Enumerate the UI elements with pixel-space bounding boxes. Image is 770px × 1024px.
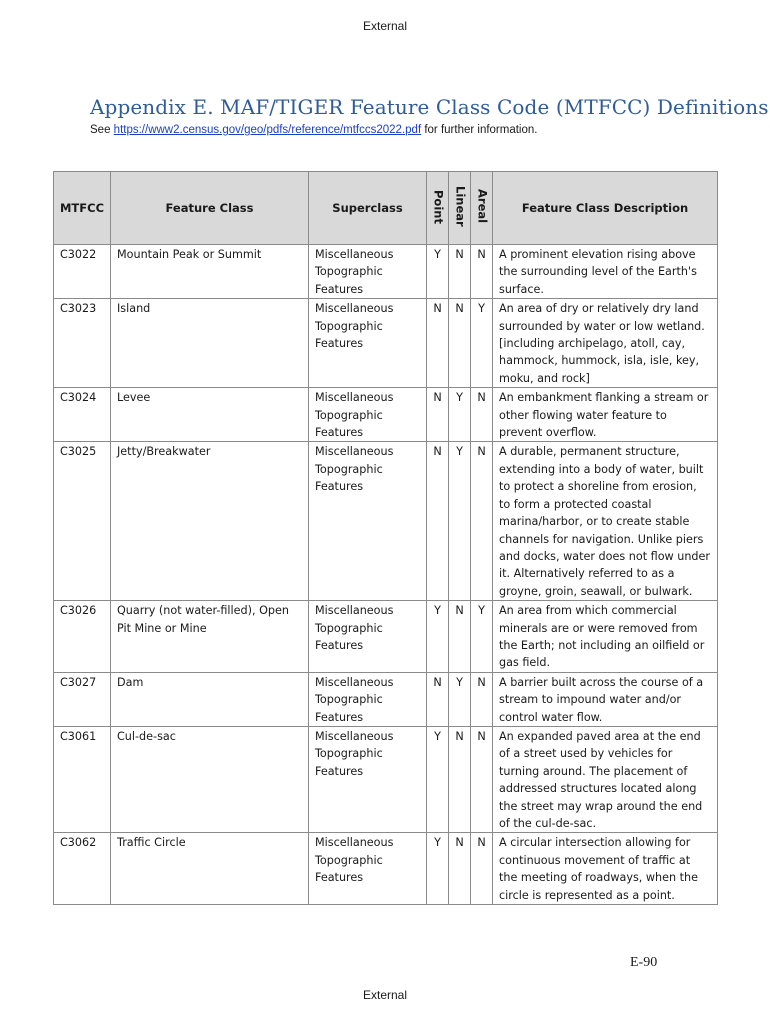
intro-text: [90, 124, 537, 136]
cell-code: C3023: [54, 299, 111, 388]
cell-description: A circular intersection allowing for continuous movement of traffic at the meeting of roadways, when the circle is represented as a point.: [493, 833, 718, 905]
cell-description: An embankment flanking a stream or other flowing water feature to prevent overflow.: [493, 388, 718, 442]
cell-linear: N: [449, 245, 471, 299]
table-row: [54, 388, 718, 442]
table-row: [54, 833, 718, 905]
cell-areal: N: [471, 388, 493, 442]
cell-point: Y: [427, 245, 449, 299]
cell-superclass: Miscellaneous Topographic Features: [309, 833, 427, 905]
cell-code: C3022: [54, 245, 111, 299]
cell-point: Y: [427, 601, 449, 673]
cell-linear: Y: [449, 672, 471, 726]
page-title: Appendix E. MAF/TIGER Feature Class Code (MTFCC) Definitions: [90, 95, 769, 119]
cell-feature-class: Cul-de-sac: [111, 726, 309, 832]
cell-point: N: [427, 672, 449, 726]
cell-superclass: Miscellaneous Topographic Features: [309, 726, 427, 832]
cell-description: An expanded paved area at the end of a street used by vehicles for turning around. The placement of addressed structures located along the street may wrap around the end of the cul-de-sac.: [493, 726, 718, 832]
cell-point: Y: [427, 833, 449, 905]
table-row: [54, 601, 718, 673]
reference-link[interactable]: https://www2.census.gov/geo/pdfs/reference/mtfccs2022.pdf: [113, 124, 422, 136]
cell-description: An area of dry or relatively dry land surrounded by water or low wetland. [including archipelago, atoll, cay, hammock, hummock, isla, isle, key, moku, and rock]: [493, 299, 718, 388]
header-linear: [449, 172, 471, 245]
cell-point: N: [427, 299, 449, 388]
cell-code: C3025: [54, 442, 111, 601]
cell-superclass: Miscellaneous Topographic Features: [309, 442, 427, 601]
intro-prefix: See: [90, 124, 114, 136]
cell-code: C3027: [54, 672, 111, 726]
header-areal: [471, 172, 493, 245]
cell-point: N: [427, 442, 449, 601]
page-number: E-90: [630, 955, 658, 970]
cell-superclass: Miscellaneous Topographic Features: [309, 388, 427, 442]
cell-areal: N: [471, 833, 493, 905]
cell-areal: N: [471, 245, 493, 299]
cell-description: A prominent elevation rising above the surrounding level of the Earth's surface.: [493, 245, 718, 299]
cell-point: N: [427, 388, 449, 442]
cell-feature-class: Quarry (not water-filled), Open Pit Mine or Mine: [111, 601, 309, 673]
cell-linear: Y: [449, 442, 471, 601]
cell-linear: N: [449, 726, 471, 832]
cell-code: C3061: [54, 726, 111, 832]
cell-superclass: Miscellaneous Topographic Features: [309, 299, 427, 388]
cell-linear: N: [449, 833, 471, 905]
cell-point: Y: [427, 726, 449, 832]
cell-code: C3024: [54, 388, 111, 442]
cell-superclass: Miscellaneous Topographic Features: [309, 672, 427, 726]
cell-description: An area from which commercial minerals are or were removed from the Earth; not including an oilfield or gas field.: [493, 601, 718, 673]
cell-feature-class: Dam: [111, 672, 309, 726]
cell-description: A barrier built across the course of a stream to impound water and/or control water flow.: [493, 672, 718, 726]
cell-feature-class: Mountain Peak or Summit: [111, 245, 309, 299]
cell-feature-class: Jetty/Breakwater: [111, 442, 309, 601]
header-superclass: Superclass: [309, 172, 427, 245]
cell-feature-class: Island: [111, 299, 309, 388]
footer-external-mark: External: [362, 988, 408, 1002]
header-point: [427, 172, 449, 245]
cell-feature-class: Levee: [111, 388, 309, 442]
cell-code: C3062: [54, 833, 111, 905]
mtfcc-table: [53, 171, 718, 905]
header-point-label: Point: [431, 189, 446, 224]
header-areal-label: Areal: [475, 189, 490, 224]
cell-description: A durable, permanent structure, extending into a body of water, built to protect a shoreline from erosion, to form a protected coastal marina/harbor, or to create stable channels for navigation. Unlike piers and docks, water does not flow under it. Alternatively referred to as a groyne, groin, seawall, or bulwark.: [493, 442, 718, 601]
cell-superclass: Miscellaneous Topographic Features: [309, 245, 427, 299]
table-row: [54, 299, 718, 388]
cell-linear: N: [449, 299, 471, 388]
table-row: [54, 245, 718, 299]
header-mtfcc: MTFCC: [54, 172, 111, 245]
table-row: [54, 672, 718, 726]
cell-areal: Y: [471, 601, 493, 673]
header-linear-label: Linear: [453, 186, 468, 227]
cell-areal: Y: [471, 299, 493, 388]
table-row: [54, 442, 718, 601]
header-external-mark: External: [362, 19, 408, 33]
table-row: [54, 726, 718, 832]
header-feature-class: Feature Class: [111, 172, 309, 245]
cell-superclass: Miscellaneous Topographic Features: [309, 601, 427, 673]
cell-areal: N: [471, 442, 493, 601]
cell-areal: N: [471, 726, 493, 832]
cell-code: C3026: [54, 601, 111, 673]
cell-areal: N: [471, 672, 493, 726]
header-description: Feature Class Description: [493, 172, 718, 245]
cell-linear: N: [449, 601, 471, 673]
cell-linear: Y: [449, 388, 471, 442]
table-header-row: [54, 172, 718, 245]
intro-suffix: for further information.: [421, 124, 538, 136]
cell-feature-class: Traffic Circle: [111, 833, 309, 905]
